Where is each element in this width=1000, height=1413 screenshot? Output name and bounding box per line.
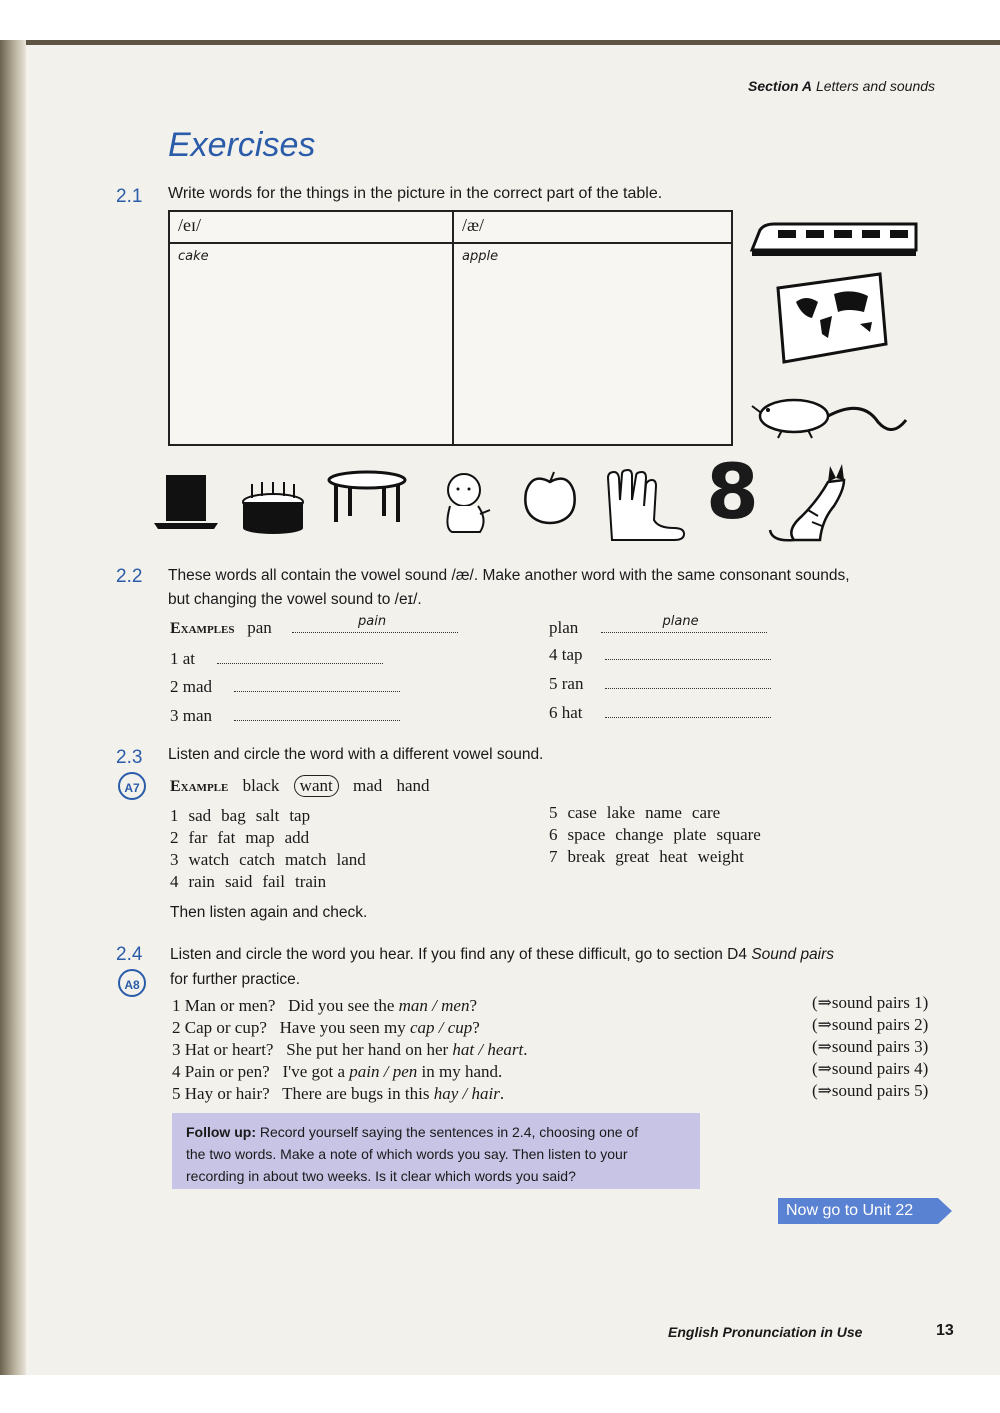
ex24-item [172,1040,528,1060]
ex24-item-number: 1 [172,996,181,1015]
ex24-item-sentence-end: ? [469,996,477,1015]
ex23-item [549,847,754,867]
section-header [748,78,935,94]
ex23-item-number: 4 [170,872,179,891]
ex23-word-option[interactable]: square [716,825,761,844]
ex22-example2 [549,614,767,638]
page-title: Exercises [168,126,316,164]
cake-icon [240,480,306,536]
ex24-item-sentence-end: in my hand. [417,1062,503,1081]
ex23-word-option[interactable]: case [567,803,597,822]
ex23-word-option[interactable]: add [284,828,310,847]
ex23-word-option[interactable]: weight [697,847,744,866]
ex23-word-option[interactable]: fat [217,828,236,847]
ex22-item-number: 5 [549,674,558,693]
hat-icon [154,473,218,531]
ex24-item [172,1062,502,1082]
ex23-example-label: Example [170,778,229,795]
ex22-item [549,645,771,665]
ex24-word-choice[interactable]: hat / heart [452,1040,524,1059]
ex24-item-number: 4 [172,1062,181,1081]
ex23-example-word: mad [352,776,383,795]
ex23-item-number: 7 [549,847,558,866]
ex21-col1-example: cake [178,249,209,264]
ex23-word-option[interactable]: lake [606,803,636,822]
ex22-item-number: 2 [170,677,179,696]
ex24-item-sentence: I've got a [282,1062,346,1081]
ex23-word-option[interactable]: great [615,847,650,866]
ex22-item-number: 3 [170,706,179,725]
baby-icon [438,470,494,536]
ex24-item-sentence: She put her hand on her [286,1040,449,1059]
ex22-example1-answer: pain [358,614,387,629]
ex24-item-sentence: Have you seen my [279,1018,406,1037]
cat-icon [768,460,852,544]
rat-icon [752,392,908,444]
ex22-answer-line[interactable] [234,677,400,692]
ex24-item [172,1084,504,1104]
ex23-item-number: 6 [549,825,558,844]
ex23-number: 2.3 [116,747,143,768]
ex23-word-option[interactable]: watch [188,850,230,869]
ex22-item-word: ran [561,674,584,693]
book-spine [0,40,26,1375]
ex24-item-question: Hat or heart? [184,1040,274,1059]
ex23-word-option[interactable]: said [224,872,253,891]
sound-pairs-link[interactable]: (⇒sound pairs 1) [812,993,929,1012]
ex23-item [170,806,320,826]
ex23-example-word: black [242,776,280,795]
ex23-item [549,803,730,823]
ex23-word-option[interactable]: train [294,872,327,891]
sound-pairs-link[interactable]: (⇒sound pairs 2) [812,1015,929,1034]
ex24-section-link[interactable]: Sound pairs [751,946,835,963]
ex22-number: 2.2 [116,566,143,587]
next-unit-arrow-icon [938,1198,952,1224]
ex24-item-sentence-end: . [499,1084,505,1103]
ex22-example1 [170,614,458,638]
sound-pairs-link[interactable]: (⇒sound pairs 3) [812,1037,929,1056]
ex24-item-question: Hay or hair? [184,1084,270,1103]
ex22-item [170,677,400,697]
ex23-word-option[interactable]: fail [262,872,285,891]
sound-pairs-link[interactable]: (⇒sound pairs 5) [812,1081,929,1100]
ex22-item-word: hat [561,703,583,722]
ex24-item [172,1018,480,1038]
ex22-example2-line [601,614,767,633]
ex24-item-number: 2 [172,1018,181,1037]
ex23-word-option[interactable]: far [188,828,208,847]
follow-up-label: Follow up: [186,1124,256,1140]
ex24-instruction-text: Listen and circle the word you hear. If you find any of these difficult, go to section D4 [170,946,747,963]
book-page [0,40,1000,1375]
ex23-word-option[interactable]: map [245,828,275,847]
audio-track-a8-icon[interactable]: A8 [118,969,146,997]
follow-up-text-line2: the two words. Make a note of which words you say. Then listen to your [186,1146,628,1162]
ex23-word-option[interactable]: heat [659,847,688,866]
eight-icon: 8 [706,447,759,536]
ex22-example1-word: pan [247,618,272,637]
table-icon [326,470,408,526]
ex22-item-word: mad [182,677,213,696]
ex24-item-number: 5 [172,1084,181,1103]
ex24-word-choice[interactable]: man / men [398,996,470,1015]
ex23-word-option[interactable]: bag [221,806,246,825]
ex21-instruction: Write words for the things in the picture in the correct part of the table. [168,185,663,202]
page-top-edge [0,40,1000,45]
ex23-footer: Then listen again and check. [170,904,368,921]
ex24-item-question: Pain or pen? [184,1062,270,1081]
ex24-item [172,996,477,1016]
ex24-item-sentence: There are bugs in this [282,1084,430,1103]
ex24-item-number: 3 [172,1040,181,1059]
ex21-col1-cell[interactable] [169,243,453,445]
ex23-item [170,850,376,870]
ex22-answer-line[interactable] [605,645,771,660]
ex22-item-number: 1 [170,649,179,668]
ex24-word-choice[interactable]: cap / cup [409,1018,473,1037]
ex21-number: 2.1 [116,186,143,207]
ex23-item-number: 1 [170,806,179,825]
next-unit-label: Now go to Unit 22 [778,1198,938,1224]
ex22-item-number: 4 [549,645,558,664]
ex23-item [549,825,771,845]
ex22-item [170,706,400,726]
ex22-answer-line[interactable] [605,703,771,718]
ex22-instruction-line2: but changing the vowel sound to /eɪ/. [168,591,422,608]
ex22-instruction [168,564,850,612]
ex23-instruction: Listen and circle the word with a different vowel sound. [168,746,544,763]
page-number: 13 [936,1322,954,1339]
ex21-table [168,210,733,446]
ex22-answer-line[interactable] [605,674,771,689]
ex23-word-option[interactable]: match [284,850,327,869]
ex23-item [170,872,336,892]
ex23-word-option[interactable]: plate [673,825,707,844]
ex23-item-number: 3 [170,850,179,869]
ex23-word-option[interactable]: tap [289,806,311,825]
section-label: Section A [748,78,813,94]
ex24-item-sentence-end: . [523,1040,528,1059]
ex23-example [170,775,440,797]
ex22-item [549,703,771,723]
ex22-examples-label: Examples [170,620,235,637]
next-unit-button[interactable] [778,1198,954,1224]
ex21-col1-head: /eɪ/ [169,211,453,243]
ex23-item-number: 5 [549,803,558,822]
ex22-item-word: man [182,706,213,725]
ex24-instruction [170,942,834,992]
ex23-word-option[interactable]: catch [239,850,275,869]
ex23-example-word: hand [396,776,430,795]
ex24-item-sentence: Did you see the [288,996,395,1015]
ex21-col2-cell[interactable] [453,243,732,445]
audio-track-a7-icon[interactable]: A7 [118,772,146,800]
ex24-item-question: Cap or cup? [184,1018,267,1037]
ex23-item [170,828,319,848]
ex21-col2-head: /æ/ [453,211,732,243]
ex24-word-choice[interactable]: pain / pen [349,1062,418,1081]
ex22-example2-answer: plane [662,614,699,629]
ex22-example2-word: plan [549,618,579,637]
book-title: English Pronunciation in Use [668,1324,863,1340]
ex23-word-option[interactable]: land [336,850,366,869]
ex22-answer-line[interactable] [234,706,400,721]
sound-pairs-link[interactable]: (⇒sound pairs 4) [812,1059,929,1078]
map-icon [772,272,890,364]
ex23-item-number: 2 [170,828,179,847]
ex22-instruction-line1: These words all contain the vowel sound /æ/. Make another word with the same consonant sounds, [168,567,850,584]
ex21-col2-example: apple [462,249,499,264]
follow-up-text-line1: Record yourself saying the sentences in 2.4, choosing one of [259,1124,639,1140]
follow-up-box [172,1113,700,1189]
ex23-word-option[interactable]: salt [255,806,280,825]
ex22-item [549,674,771,694]
ex23-word-option[interactable]: sad [188,806,212,825]
apple-icon [522,470,578,526]
ex22-answer-line[interactable] [217,649,383,664]
ex22-item-word: tap [561,645,583,664]
ex24-item-question: Man or men? [184,996,276,1015]
ex22-item-word: at [182,649,196,668]
ex24-word-choice[interactable]: hay / hair [433,1084,500,1103]
follow-up-text-line3: recording in about two weeks. Is it clear which words you said? [186,1168,576,1184]
ex23-word-option[interactable]: rain [188,872,215,891]
ex23-word-option[interactable]: care [691,803,721,822]
ex22-item-number: 6 [549,703,558,722]
ex24-item-sentence-end: ? [472,1018,480,1037]
ex24-number: 2.4 [116,944,143,965]
hand-icon [604,470,686,542]
ex23-example-circled-word: want [294,775,339,797]
ex22-example1-line [292,614,458,633]
ex23-word-option[interactable]: break [567,847,606,866]
ex23-word-option[interactable]: change [615,825,664,844]
ex24-instruction-line2: for further practice. [170,971,301,988]
ex23-word-option[interactable]: space [567,825,606,844]
ex22-item [170,649,383,669]
ex23-word-option[interactable]: name [645,803,682,822]
section-subtitle: Letters and sounds [815,78,936,94]
train-icon [748,220,920,260]
